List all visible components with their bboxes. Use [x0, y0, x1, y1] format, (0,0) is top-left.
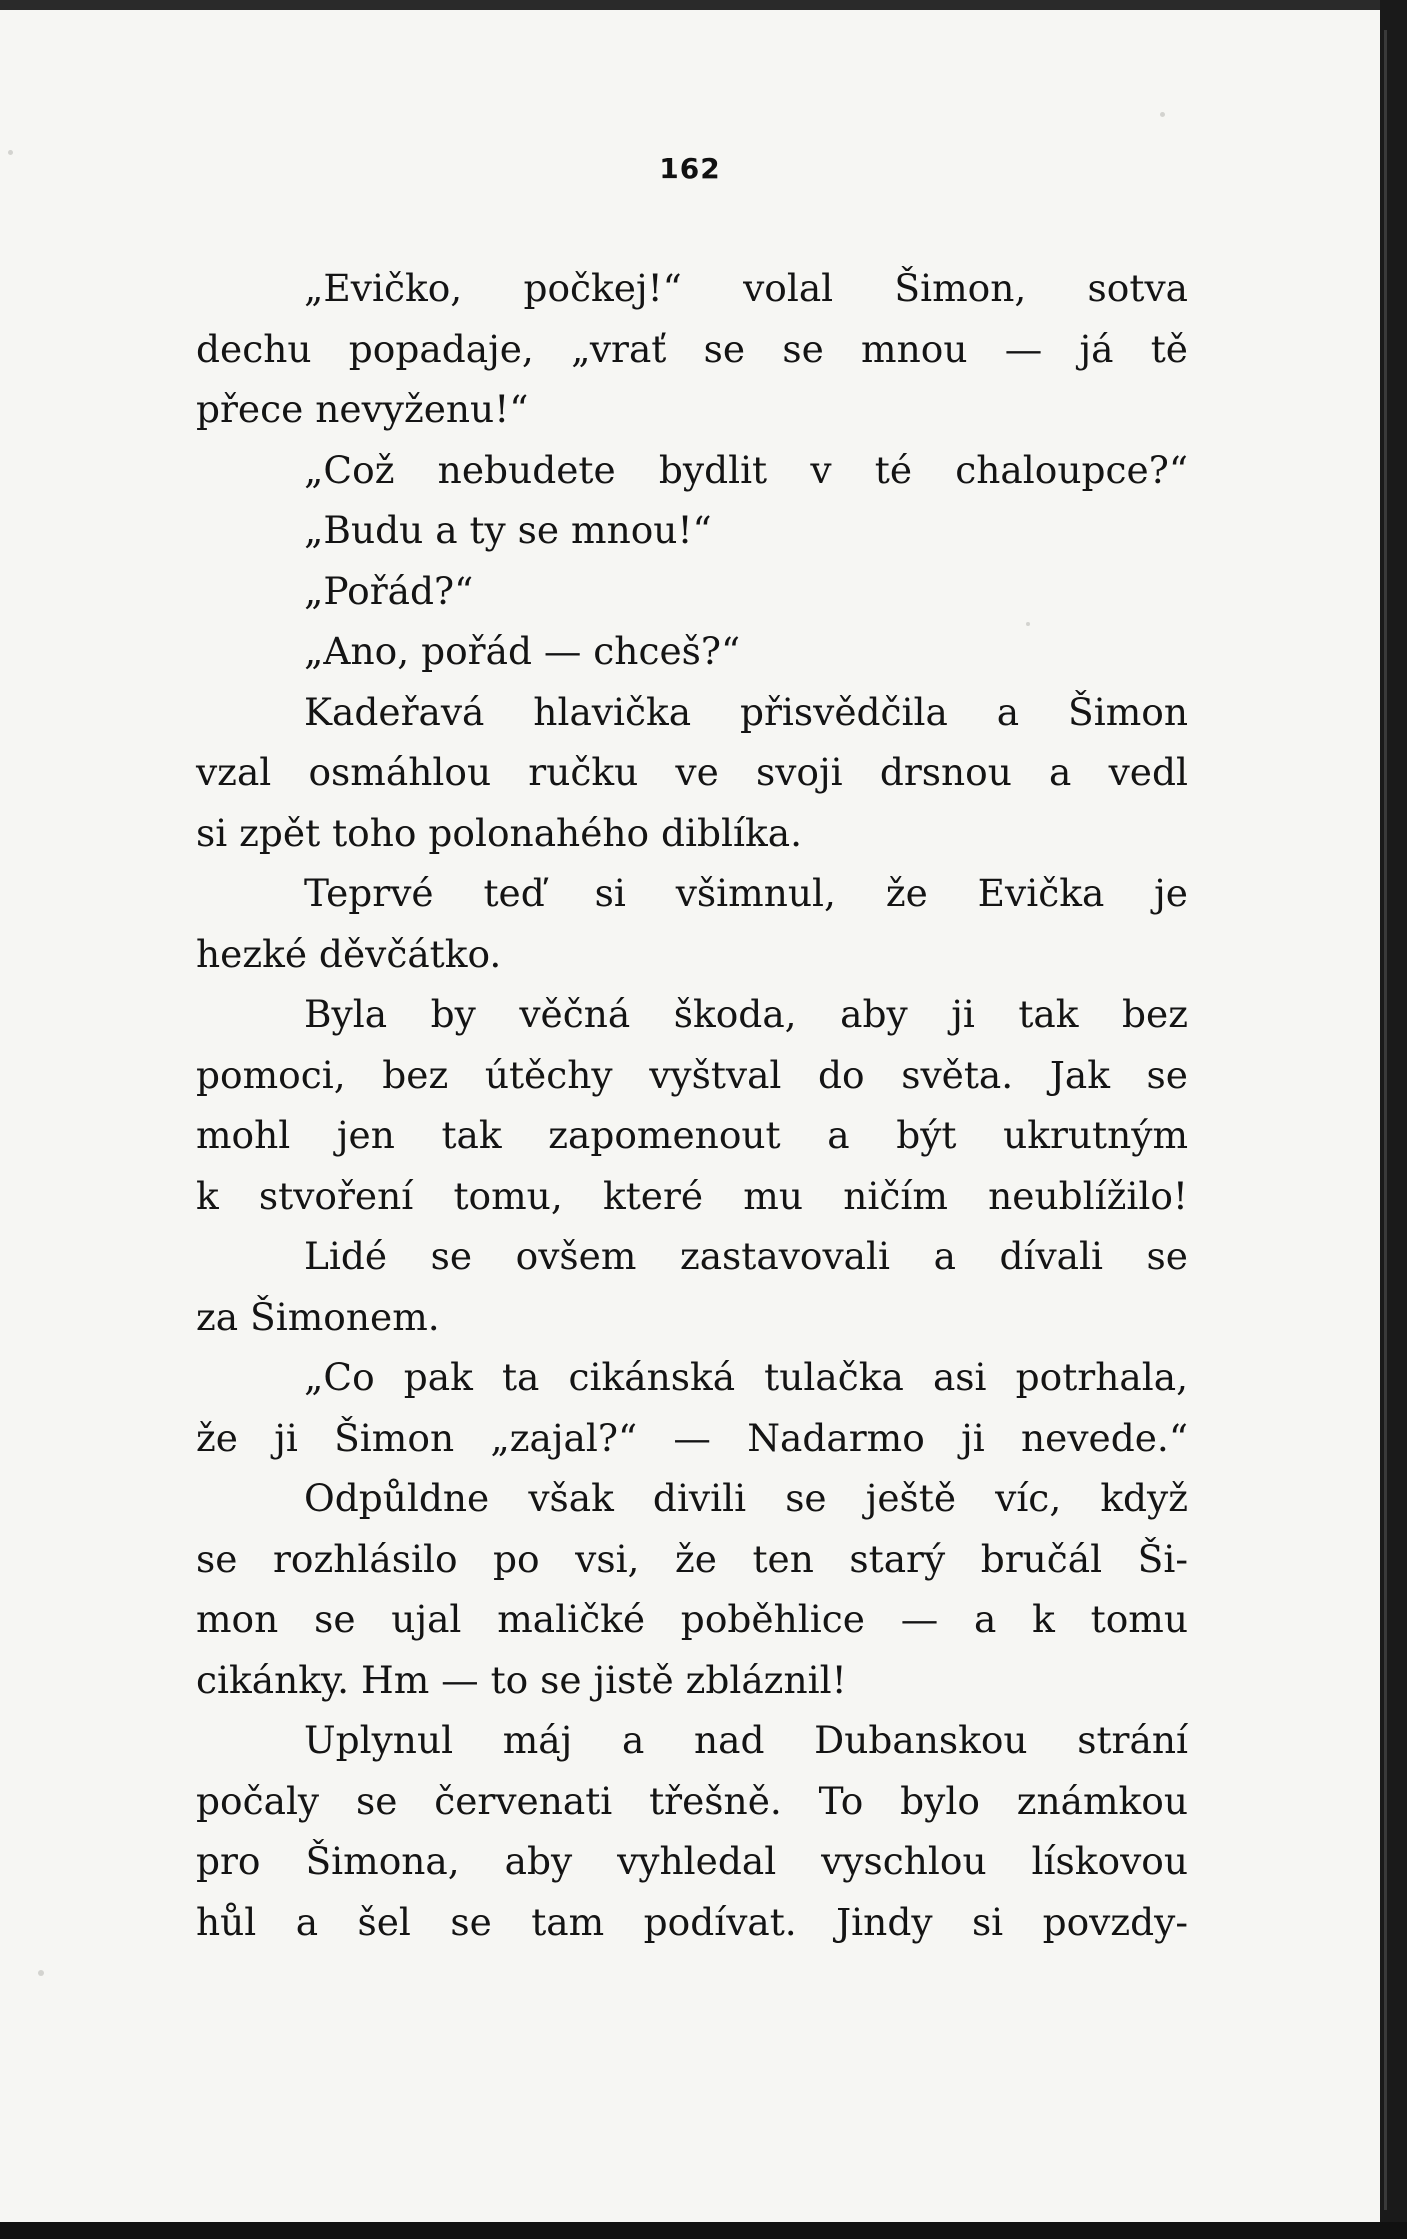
text-line: k stvoření tomu, které mu ničím neublížilo! — [196, 1173, 1188, 1218]
text-line: vzal osmáhlou ručku ve svoji drsnou a vedl — [196, 750, 1188, 794]
text-line: Lidé se ovšem zastavovali a dívali se — [304, 1234, 1188, 1278]
page-number: 162 — [659, 152, 721, 185]
text-line: se rozhlásilo po vsi, že ten starý bručál Ši- — [196, 1536, 1188, 1581]
text-line: mon se ujal maličké poběhlice — a k tomu — [196, 1597, 1188, 1641]
body-text — [196, 258, 1188, 1952]
text-line: Teprvé teď si všimnul, že Evička je — [304, 871, 1188, 915]
book-spine-edge — [1380, 0, 1407, 2239]
spine-line — [1384, 30, 1387, 2210]
text-line: „Co pak ta cikánská tulačka asi potrhala, — [304, 1355, 1188, 1399]
text-line: mohl jen tak zapomenout a být ukrutným — [196, 1113, 1188, 1157]
text-line: „Evičko, počkej!“ volal Šimon, sotva — [304, 266, 1188, 310]
text-line: „Což nebudete bydlit v té chaloupce?“ — [304, 447, 1188, 492]
text-line: přece nevyženu!“ — [196, 387, 529, 431]
text-line: si zpět toho polonahého diblíka. — [196, 810, 803, 855]
text-line: Odpůldne však divili se ještě víc, když — [304, 1476, 1188, 1520]
text-line: počaly se červenati třešně. To bylo známkou — [196, 1778, 1188, 1823]
text-line: hezké děvčátko. — [196, 931, 502, 976]
text-line: „Budu a ty se mnou!“ — [304, 508, 712, 552]
text-line: pomoci, bez útěchy vyštval do světa. Jak se — [196, 1052, 1188, 1097]
text-line: cikánky. Hm — to se jistě zbláznil! — [196, 1657, 847, 1702]
text-line: Byla by věčná škoda, aby ji tak bez — [304, 992, 1188, 1036]
text-line: hůl a šel se tam podívat. Jindy si povzdy- — [196, 1899, 1188, 1944]
text-line: že ji Šimon „zajal?“ — Nadarmo ji nevede.“ — [196, 1415, 1188, 1460]
text-line: Uplynul máj a nad Dubanskou strání — [304, 1718, 1188, 1762]
text-line: „Pořád?“ — [304, 568, 474, 613]
paper-speck — [1160, 112, 1165, 117]
text-line: pro Šimona, aby vyhledal vyschlou lískovou — [196, 1839, 1188, 1883]
bottom-edge — [0, 2222, 1407, 2239]
paper-speck — [38, 1970, 44, 1976]
text-line: Kadeřavá hlavička přisvědčila a Šimon — [304, 689, 1188, 734]
text-line: „Ano, pořád — chceš?“ — [304, 629, 741, 673]
text-line: za Šimonem. — [196, 1294, 440, 1339]
text-line: dechu popadaje, „vrať se se mnou — já tě — [196, 326, 1188, 371]
